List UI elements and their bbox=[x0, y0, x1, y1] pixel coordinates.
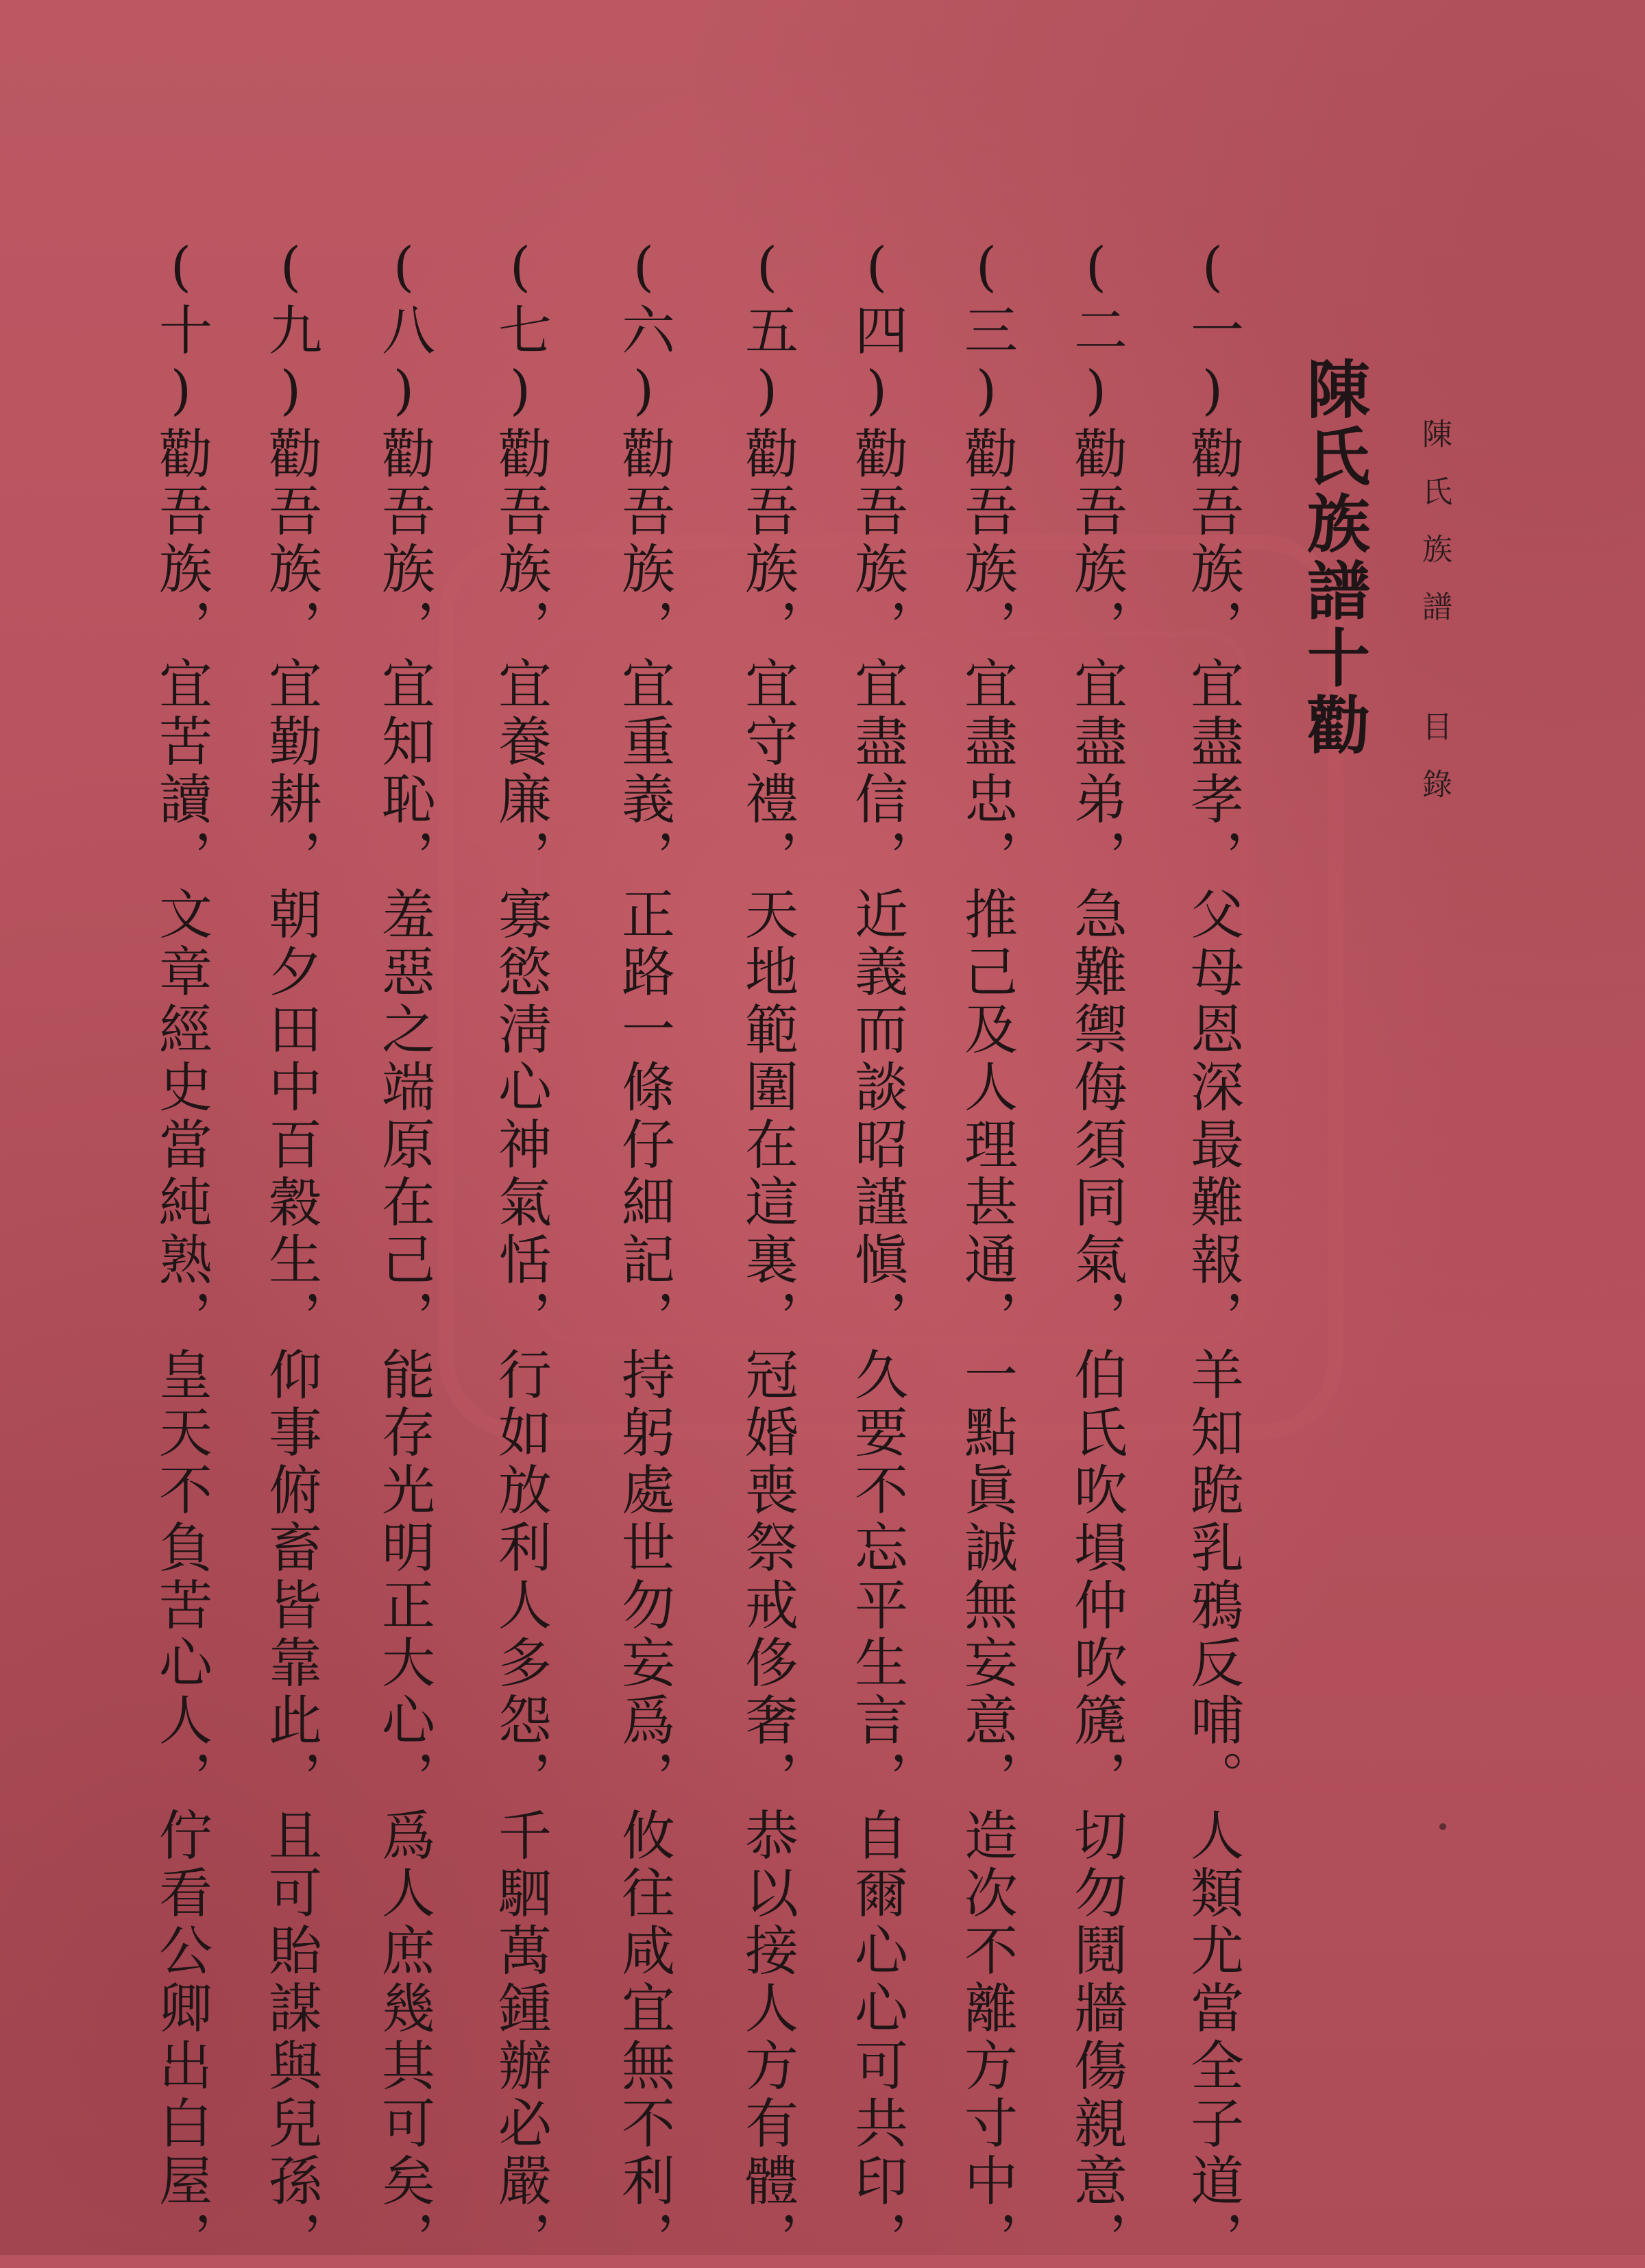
line-number: (七) bbox=[489, 236, 551, 426]
line-text: 勸吾族，宜盡孝，父母恩深最難報，羊知跪乳鴉反哺。人類尤當全子道， bbox=[1182, 426, 1243, 2268]
exhortation-line-2 bbox=[1065, 236, 1127, 2268]
page-title: 陳氏族譜十勸 bbox=[1297, 356, 1371, 759]
line-text: 勸吾族，宜守禮，天地範圍在這裏，冠婚喪祭戒侈奢，恭以接人方有體， bbox=[736, 426, 798, 2268]
line-number: (八) bbox=[373, 236, 435, 426]
exhortation-line-1 bbox=[1182, 236, 1243, 2268]
exhortation-line-9 bbox=[260, 236, 321, 2268]
exhortation-line-8 bbox=[373, 236, 435, 2268]
exhortation-line-10 bbox=[150, 236, 212, 2268]
line-number: (九) bbox=[260, 236, 321, 426]
running-head: 陳氏族譜 目錄 bbox=[1417, 418, 1452, 826]
line-number: (二) bbox=[1065, 236, 1127, 426]
exhortation-line-7 bbox=[489, 236, 551, 2268]
exhortation-line-5 bbox=[736, 236, 798, 2268]
line-text: 勸吾族，宜養廉，寡慾淸心神氣恬，行如放利人多怨，千駟萬鍾辦必嚴， bbox=[489, 426, 551, 2268]
line-text: 勸吾族，宜盡忠，推己及人理甚通，一點眞誠無妄意，造次不離方寸中， bbox=[955, 426, 1017, 2268]
line-number: (六) bbox=[613, 236, 674, 426]
line-text: 勸吾族，宜重義，正路一條仔細記，持躬處世勿妄爲，攸往咸宜無不利， bbox=[613, 426, 674, 2268]
exhortation-line-3 bbox=[955, 236, 1017, 2268]
line-number: (十) bbox=[150, 236, 212, 426]
ink-speck bbox=[1439, 1823, 1446, 1830]
line-number: (四) bbox=[846, 236, 907, 426]
line-text: 勸吾族，宜盡信，近義而談昭謹愼，久要不忘平生言，自爾心心可共印， bbox=[846, 426, 907, 2268]
line-text: 勸吾族，宜盡弟，急難禦侮須同氣，伯氏吹塤仲吹篪，切勿鬩牆傷親意， bbox=[1065, 426, 1127, 2268]
exhortation-line-6 bbox=[613, 236, 674, 2268]
line-number: (五) bbox=[736, 236, 798, 426]
line-text: 勸吾族，宜知恥，羞惡之端原在己，能存光明正大心，爲人庶幾其可矣， bbox=[373, 426, 435, 2268]
exhortation-line-4 bbox=[846, 236, 907, 2268]
line-number: (三) bbox=[955, 236, 1017, 426]
line-text: 勸吾族，宜勤耕，朝夕田中百穀生，仰事俯畜皆靠此，且可貽謀與兒孫， bbox=[260, 426, 321, 2268]
line-number: (一) bbox=[1182, 236, 1243, 426]
line-text: 勸吾族，宜苦讀，文章經史當純熟，皇天不負苦心人，佇看公卿出白屋， bbox=[150, 426, 212, 2268]
